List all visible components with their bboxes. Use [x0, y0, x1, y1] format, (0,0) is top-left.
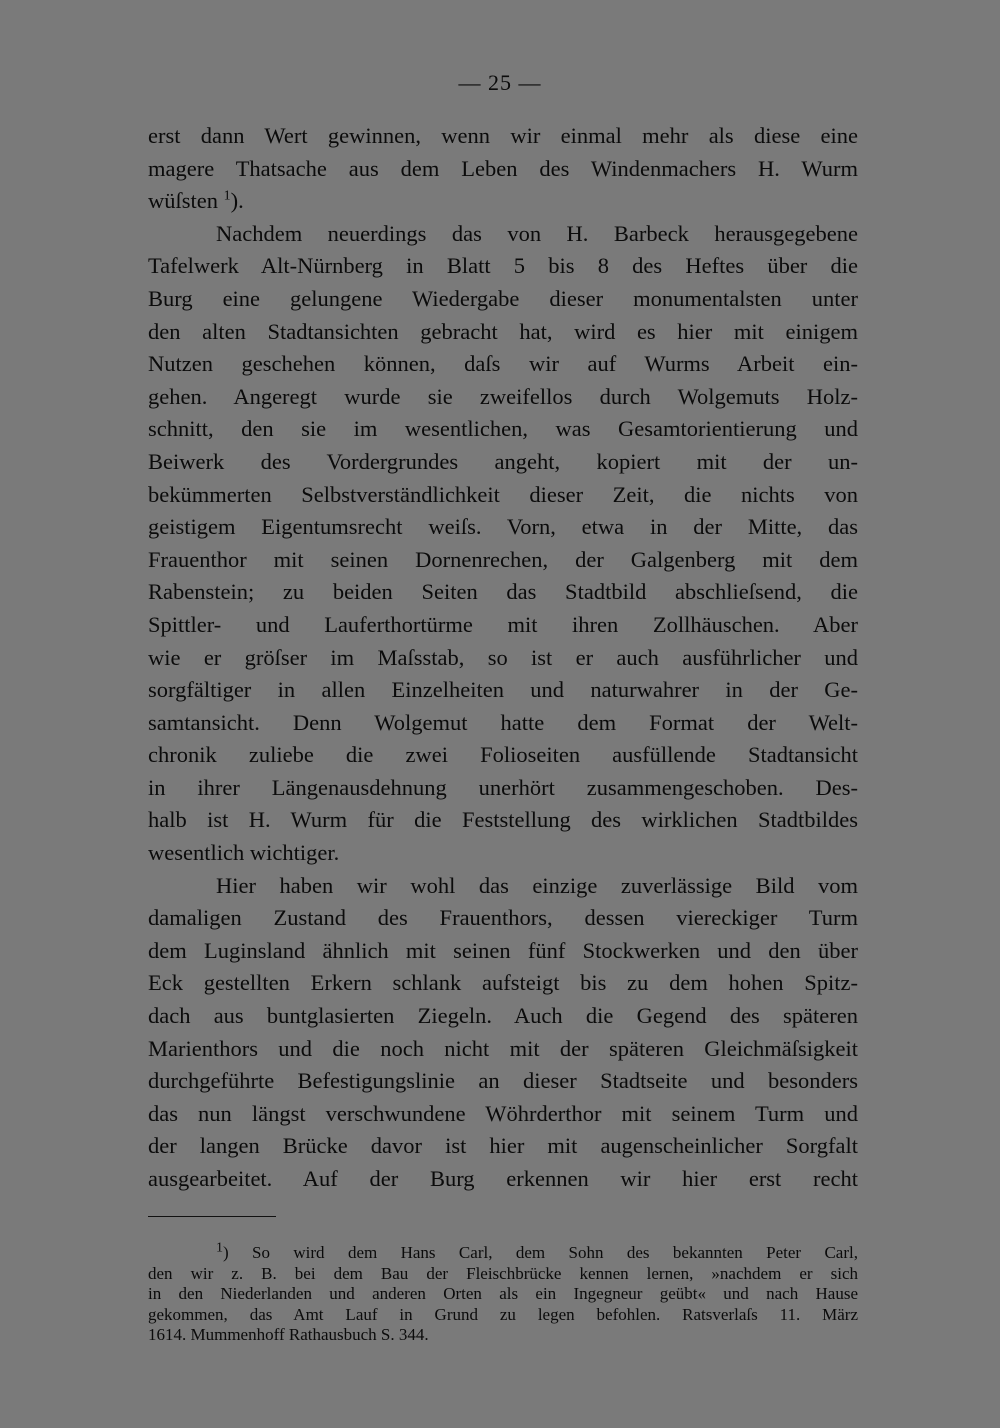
- body-text: [148, 120, 858, 1196]
- text-line: den alten Stadtansichten gebracht hat, wird es hier mit einigem: [148, 318, 858, 344]
- text-line: dach aus buntglasierten Ziegeln. Auch die Gegend des späteren: [148, 1003, 858, 1029]
- text-line: [148, 185, 858, 218]
- text-line: ausgearbeitet. Auf der Burg erkennen wir hier erst recht: [148, 1166, 858, 1191]
- footnote-line: [148, 1240, 858, 1264]
- text-line: Beiwerk des Vordergrundes angeht, kopiert mit der un-: [148, 448, 858, 474]
- text-line: durchgeführte Befestigungslinie an dieser Stadtseite und besonders: [148, 1068, 858, 1094]
- text-line: erst dann Wert gewinnen, wenn wir einmal mehr als diese eine: [148, 123, 858, 148]
- text-line: wesentlich wichtiger.: [148, 840, 340, 866]
- footnote-marker: 1: [216, 1240, 223, 1256]
- text-line: magere Thatsache aus dem Leben des Windenmachers H. Wurm: [148, 155, 858, 181]
- footnote-separator: [148, 1216, 276, 1217]
- text-line: in ihrer Längenausdehnung unerhört zusammengeschoben. Des-: [148, 774, 858, 800]
- page-number: — 25 —: [458, 70, 542, 95]
- text-fragment: ) So wird dem Hans Carl, dem Sohn des bekannten Peter Carl,: [223, 1243, 858, 1262]
- footnote-line: gekommen, das Amt Lauf in Grund zu legen befohlen. Ratsverlaſs 11. März: [148, 1304, 858, 1324]
- text-line: chronik zuliebe die zwei Folioseiten ausfüllende Stadtansicht: [148, 742, 858, 768]
- text-line: Spittler- und Lauferthortürme mit ihren Zollhäuschen. Aber: [148, 611, 858, 637]
- text-line: schnitt, den sie im wesentlichen, was Gesamtorientierung und: [148, 416, 858, 442]
- text-line: Burg eine gelungene Wiedergabe dieser monumentalsten unter: [148, 285, 858, 311]
- text-line: Rabenstein; zu beiden Seiten das Stadtbild abschlieſsend, die: [148, 579, 858, 605]
- paragraph-start-line: Nachdem neuerdings das von H. Barbeck herausgegebene: [216, 220, 858, 246]
- text-line: samtansicht. Denn Wolgemut hatte dem Format der Welt-: [148, 709, 858, 735]
- paragraph-start-line: Hier haben wir wohl das einzige zuverlässige Bild vom: [216, 872, 858, 898]
- text-line: das nun längst verschwundene Wöhrderthor mit seinem Turm und: [148, 1100, 858, 1126]
- text-line: damaligen Zustand des Frauenthors, dessen viereckiger Turm: [148, 905, 858, 931]
- footnote-line: in den Niederlanden und anderen Orten als ein Ingegneur geübt« und nach Hause: [148, 1284, 858, 1303]
- text-line: Eck gestellten Erkern schlank aufsteigt bis zu dem hohen Spitz-: [148, 970, 858, 996]
- text-line: dem Luginsland ähnlich mit seinen fünf Stockwerken und den über: [148, 937, 858, 963]
- footnote-line: 1614. Mummenhoff Rathausbuch S. 344.: [148, 1325, 429, 1344]
- text-line: bekümmerten Selbstverständlichkeit dieser Zeit, die nichts von: [148, 481, 858, 507]
- text-line: Tafelwerk Alt-Nürnberg in Blatt 5 bis 8 des Heftes über die: [148, 253, 858, 279]
- text-line: Frauenthor mit seinen Dornenrechen, der Galgenberg mit dem: [148, 546, 858, 572]
- text-fragment: wüſsten: [148, 188, 218, 214]
- text-line: Nutzen geschehen können, daſs wir auf Wurms Arbeit ein-: [148, 351, 858, 377]
- footnote-line: den wir z. B. bei dem Bau der Fleischbrücke kennen lernen, »nachdem er sich: [148, 1263, 858, 1283]
- text-line: sorgfältiger in allen Einzelheiten und naturwahrer in der Ge-: [148, 677, 858, 703]
- text-line: wie er gröſser im Maſsstab, so ist er auch ausführlicher und: [148, 644, 858, 670]
- footnote-block: [148, 1240, 858, 1346]
- text-line: geistigem Eigentumsrecht weiſs. Vorn, etwa in der Mitte, das: [148, 514, 858, 540]
- text-line: Marienthors und die noch nicht mit der späteren Gleichmäſsigkeit: [148, 1035, 858, 1061]
- text-line: der langen Brücke davor ist hier mit augenscheinlicher Sorgfalt: [148, 1133, 858, 1159]
- footnote-reference: 1: [223, 188, 231, 204]
- text-line: gehen. Angeregt wurde sie zweifellos durch Wolgemuts Holz-: [148, 383, 858, 409]
- text-fragment: ).: [230, 188, 244, 214]
- text-line: halb ist H. Wurm für die Feststellung des wirklichen Stadtbildes: [148, 807, 858, 833]
